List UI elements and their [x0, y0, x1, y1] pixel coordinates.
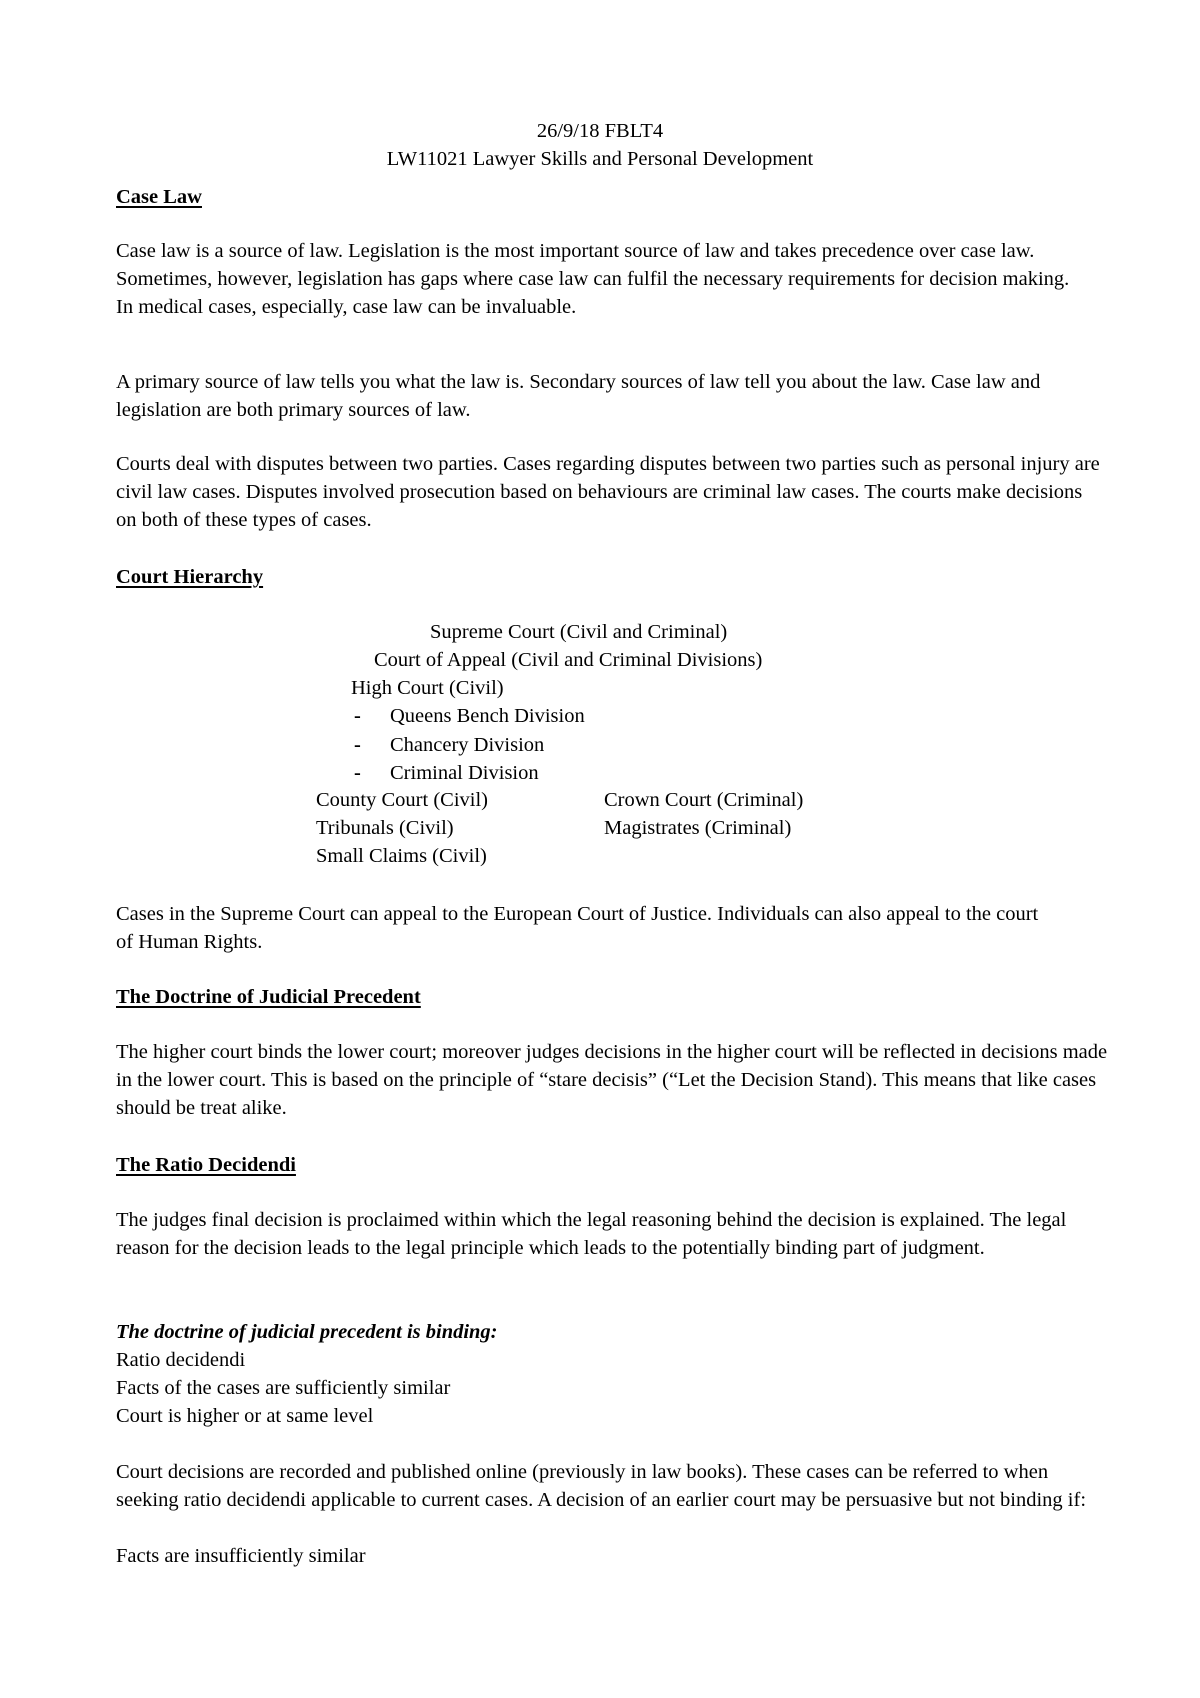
hierarchy-division-item: [354, 759, 539, 787]
case-law-paragraph-1: [116, 237, 1091, 321]
persuasive-list-item: Facts are insufficiently similar: [116, 1545, 366, 1567]
heading-ratio-decidendi: The Ratio Decidendi: [116, 1154, 296, 1176]
paragraph-text: A primary source of law tells you what the law is. Secondary sources of law tell you about the law. Case law and legislation are both primary sources of law.: [116, 371, 1041, 421]
paragraph-text: Court decisions are recorded and published online (previously in law books). These cases can be referred to when seeking ratio decidendi applicable to current cases. A decision of an earlier court may be persuasive but not binding if:: [116, 1461, 1087, 1511]
hierarchy-tribunals: Tribunals (Civil): [316, 817, 454, 839]
hierarchy-court-of-appeal: Court of Appeal (Civil and Criminal Divisions): [374, 649, 763, 671]
hierarchy-magistrates: Magistrates (Criminal): [604, 817, 792, 839]
hierarchy-division-item: [354, 702, 585, 730]
case-law-paragraph-2: [116, 368, 1096, 424]
hierarchy-supreme-court: Supreme Court (Civil and Criminal): [430, 621, 728, 643]
court-decisions-paragraph: [116, 1458, 1091, 1514]
binding-list-item: Ratio decidendi: [116, 1349, 246, 1371]
heading-judicial-precedent: The Doctrine of Judicial Precedent: [116, 986, 421, 1008]
judicial-precedent-paragraph: [116, 1038, 1111, 1122]
ratio-decidendi-paragraph: [116, 1206, 1081, 1262]
binding-subheading: The doctrine of judicial precedent is binding:: [116, 1321, 498, 1343]
header-date-code: 26/9/18 FBLT4: [536, 120, 664, 142]
binding-list: [116, 1346, 1096, 1430]
dash-bullet: -: [354, 705, 361, 727]
court-hierarchy-appeal-paragraph: [116, 900, 1046, 956]
document-header: [0, 117, 1200, 173]
division-label: Criminal Division: [390, 762, 539, 784]
binding-list-item: Facts of the cases are sufficiently similar: [116, 1377, 451, 1399]
heading-case-law: Case Law: [116, 186, 202, 208]
heading-court-hierarchy: Court Hierarchy: [116, 566, 264, 588]
hierarchy-crown-court: Crown Court (Criminal): [604, 789, 804, 811]
header-module-title: LW11021 Lawyer Skills and Personal Development: [386, 148, 814, 170]
paragraph-text: Case law is a source of law. Legislation is the most important source of law and takes precedence over case law. Sometimes, however, legislation has gaps where case law can fulfil the necessary requirements for decision making. In medical cases, especially, case law can be invaluable.: [116, 240, 1070, 318]
hierarchy-small-claims: Small Claims (Civil): [316, 845, 487, 867]
case-law-paragraph-3: [116, 450, 1106, 534]
division-label: Chancery Division: [390, 734, 545, 756]
hierarchy-county-court: County Court (Civil): [316, 789, 488, 811]
hierarchy-division-item: [354, 731, 544, 759]
paragraph-text: The higher court binds the lower court; moreover judges decisions in the higher court will be reflected in decisions made in the lower court. This is based on the principle of “stare decisis” (“Let the Decision Stand). This means that like cases should be treat alike.: [116, 1041, 1108, 1119]
dash-bullet: -: [354, 734, 361, 756]
paragraph-text: Courts deal with disputes between two parties. Cases regarding disputes between two parties such as personal injury are civil law cases. Disputes involved prosecution based on behaviours are criminal law cases. The courts make decisions on both of these types of cases.: [116, 453, 1100, 531]
division-label: Queens Bench Division: [390, 705, 585, 727]
dash-bullet: -: [354, 762, 361, 784]
hierarchy-high-court: High Court (Civil): [351, 677, 504, 699]
binding-list-item: Court is higher or at same level: [116, 1405, 374, 1427]
paragraph-text: Cases in the Supreme Court can appeal to the European Court of Justice. Individuals can also appeal to the court of Human Rights.: [116, 903, 1039, 953]
paragraph-text: The judges final decision is proclaimed within which the legal reasoning behind the decision is explained. The legal reason for the decision leads to the legal principle which leads to the potentially binding part of judgment.: [116, 1209, 1067, 1259]
